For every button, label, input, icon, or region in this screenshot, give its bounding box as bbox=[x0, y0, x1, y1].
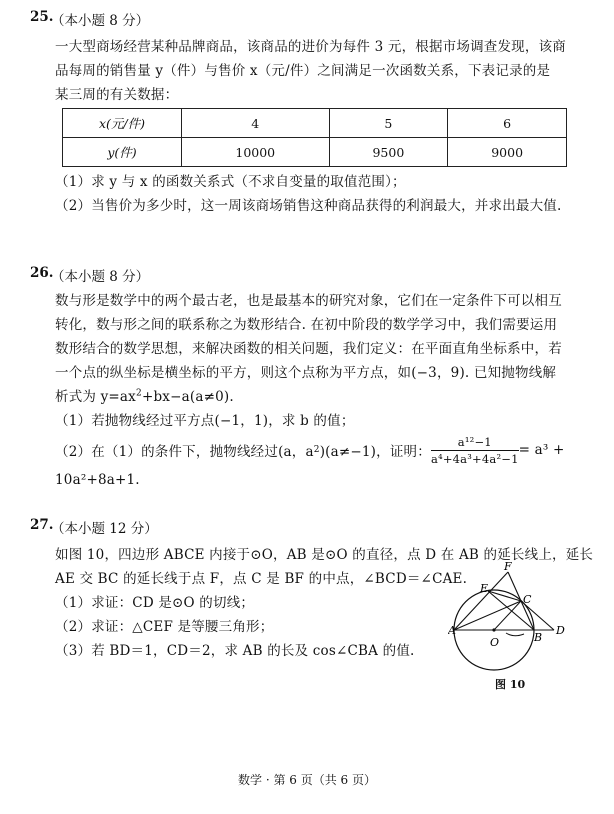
label-o: O bbox=[490, 636, 500, 649]
q26-header: （本小题 8 分） bbox=[51, 269, 150, 285]
q25-part-1: （1）求 y 与 x 的函数关系式（不求自变量的取值范围）； bbox=[55, 174, 406, 190]
q26-formula-prefix: 析式为 y=ax bbox=[55, 389, 136, 405]
table-cell: 9000 bbox=[448, 138, 567, 167]
q26-part-2-rhs: = a³ + bbox=[518, 442, 565, 458]
q26-formula-suffix: +bx−a(a≠0). bbox=[141, 389, 234, 405]
q26-number: 26. bbox=[30, 265, 54, 281]
figure-10-geometry bbox=[448, 560, 578, 690]
table-row bbox=[63, 138, 567, 167]
q25-part-2: （2）当售价为多少时，这一周该商场销售这种商品获得的利润最大，并求出最大值. bbox=[55, 198, 562, 214]
q25-stem-line-3: 某三周的有关数据： bbox=[55, 87, 179, 103]
q26-part-2-tail: 10a²+8a+1. bbox=[55, 472, 140, 488]
table-row bbox=[63, 109, 567, 138]
q25-stem-line-2: 品每周的销售量 y（件）与售价 x（元/件）之间满足一次函数关系，下表记录的是 bbox=[55, 63, 551, 79]
q26-stem-line-1: 数与形是数学中的两个最古老，也是最基本的研究对象，它们在一定条件下可以相互 bbox=[55, 293, 562, 309]
q27-stem-line-2: AE 交 BC 的延长线于点 F，点 C 是 BF 的中点，∠BCD＝∠CAE. bbox=[55, 571, 468, 587]
q27-part-3: （3）若 BD＝1，CD＝2，求 AB 的长及 cos∠CBA 的值. bbox=[55, 643, 415, 659]
label-e: E bbox=[480, 582, 489, 595]
table-cell-x-label: x(元/件) bbox=[63, 109, 182, 138]
q26-formula-sup: 2 bbox=[136, 388, 142, 399]
q26-fraction bbox=[431, 435, 519, 466]
q26-stem-line-4: 一个点的纵坐标是横坐标的平方，则这个点称为平方点，如(−3，9). 已知抛物线解 bbox=[55, 365, 557, 381]
q27-part-1: （1）求证：CD 是⊙O 的切线； bbox=[55, 595, 255, 611]
label-d: D bbox=[556, 624, 565, 637]
q25-header: （本小题 8 分） bbox=[51, 13, 150, 29]
q26-stem-line-2: 转化，数与形之间的联系称之为数形结合. 在初中阶段的数学学习中，我们需要运用 bbox=[55, 317, 558, 333]
angle-arc bbox=[506, 633, 524, 636]
q27-number: 27. bbox=[30, 517, 54, 533]
q26-part-2-mid: )(a≠−1)，证明： bbox=[319, 444, 431, 460]
q27-stem-line-1: 如图 10，四边形 ABCE 内接于⊙O，AB 是⊙O 的直径，点 D 在 AB 的延长线上，延长 bbox=[55, 547, 594, 563]
fraction-numerator: a¹²−1 bbox=[431, 435, 519, 451]
table-cell: 10000 bbox=[182, 138, 330, 167]
table-cell-y-label: y(件) bbox=[63, 138, 182, 167]
q26-stem-line-3: 数形结合的数学思想，来解决函数的相关问题，我们定义：在平面直角坐标系中，若 bbox=[55, 341, 562, 357]
q25-number: 25. bbox=[30, 9, 54, 25]
line-ac bbox=[454, 601, 521, 630]
q26-part-2 bbox=[55, 433, 564, 467]
label-c: C bbox=[523, 593, 532, 606]
label-b: B bbox=[534, 631, 543, 644]
q26-part-1: （1）若抛物线经过平方点(−1，1)，求 b 的值； bbox=[55, 413, 355, 429]
figure-caption: 图 10 bbox=[495, 678, 526, 691]
q27-header: （本小题 12 分） bbox=[51, 521, 158, 537]
table-cell: 4 bbox=[182, 109, 330, 138]
table-cell: 6 bbox=[448, 109, 567, 138]
center-dot bbox=[492, 628, 495, 631]
fraction-denominator: a⁴+4a³+4a²−1 bbox=[430, 451, 519, 466]
q26-formula bbox=[55, 385, 234, 405]
table-cell: 5 bbox=[329, 109, 448, 138]
q25-data-table bbox=[62, 108, 567, 167]
table-cell: 9500 bbox=[329, 138, 448, 167]
q26-part-2-sup: 2 bbox=[313, 445, 320, 455]
q26-part-2-prefix: （2）在（1）的条件下，抛物线经过(a，a bbox=[55, 444, 314, 460]
label-a: A bbox=[448, 624, 456, 637]
page-footer: 数学 · 第 6 页（共 6 页） bbox=[238, 773, 376, 787]
q27-part-2: （2）求证：△CEF 是等腰三角形； bbox=[55, 619, 274, 635]
label-f: F bbox=[504, 560, 512, 573]
q25-stem-line-1: 一大型商场经营某种品牌商品，该商品的进价为每件 3 元，根据市场调查发现，该商 bbox=[55, 39, 566, 55]
